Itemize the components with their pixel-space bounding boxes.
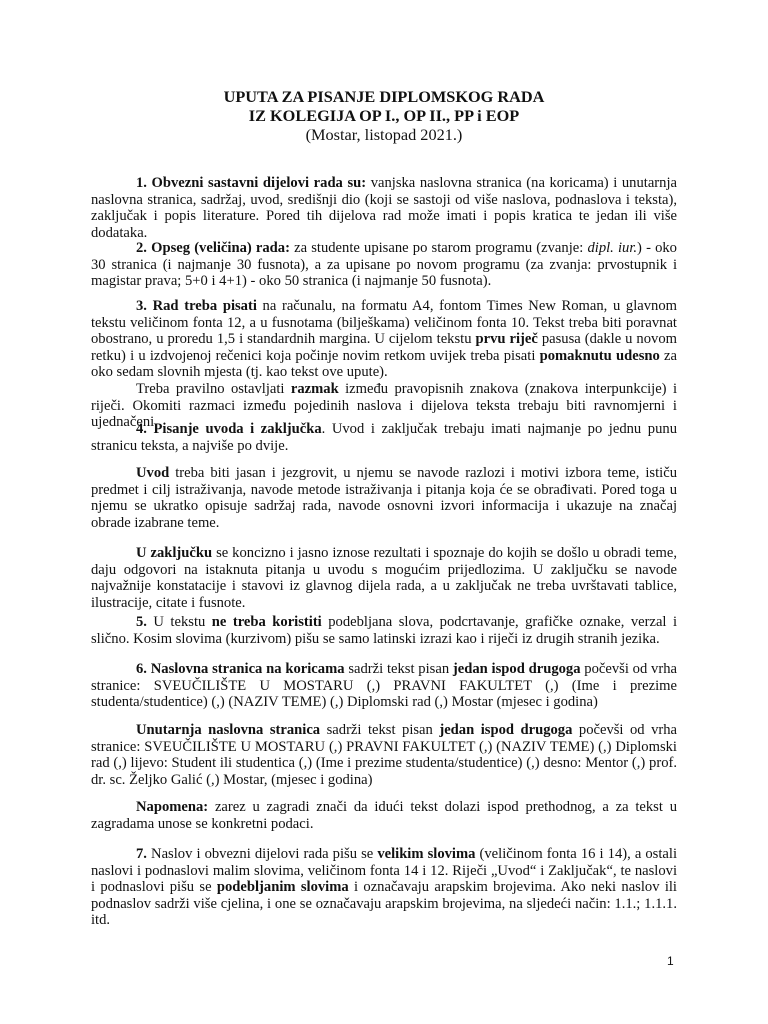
- paragraph: Unutarnja naslovna stranica sadrži tekst pisan jedan ispod drugoga počevši od vrha stranice: SVEUČILIŠTE U MOSTARU (,) PRAVNI FAKULTET (,) (NAZIV TEME) (,) Diplomski rad (,) lijevo: Student ili studentica (,) (Ime i prezime studenta/studentice) (,) desno: Mentor (,) prof. dr. sc. Željko Galić (,) Mostar, (mjesec i godina): [91, 722, 678, 788]
- title-line-1: UPUTA ZA PISANJE DIPLOMSKOG RADA: [223, 87, 545, 106]
- section-4: [91, 421, 677, 454]
- unutarnja-paragraph: [91, 722, 677, 788]
- napomena-paragraph: [91, 799, 677, 832]
- paragraph: 7. Naslov i obvezni dijelovi rada pišu se velikim slovima (veličinom fonta 16 i 14), a ostali naslovi i podnaslovi malim slovima, veličinom fonta 14 i 12. Riječi „Uvod“ i Zaključak“, te naslovi i podnaslovi pišu se podebljanim slovima i označavaju arapskim brojevima. Ako neki naslov ili podnaslov sadrži više cjelina, i one se označavaju arapskim brojevima, na sljedeći način: 1.1.; 1.1.1. itd.: [91, 846, 677, 929]
- document-title: [91, 87, 677, 144]
- section-heading: 2. Opseg (veličina) rada:: [136, 240, 290, 256]
- section-6: [91, 661, 677, 711]
- paragraph: Uvod treba biti jasan i jezgrovit, u njemu se navode razlozi i motivi izbora teme, ističu predmet i cilj istraživanja, navode metode istraživanja i pitanja koja će se obrađivati. Pored toga u njemu se ukratko opisuje sadržaj rada, navode osnovni izvori informacija i ukazuje na značaj obrade izabrane teme.: [91, 465, 677, 531]
- section-heading: 5.: [136, 614, 147, 630]
- paragraph: 4. Pisanje uvoda i zaključka. Uvod i zaključak trebaju imati najmanje po jednu punu stranicu teksta, a najviše po dvije.: [91, 421, 677, 454]
- section-heading: 3. Rad treba pisati: [136, 298, 257, 314]
- paragraph: Treba pravilno ostavljati razmak između pravopisnih znakova (znakova interpunkcije) i riječi. Okomiti razmaci između pojedinih naslova i dijelova teksta trebaju biti ravnomjerni i ujednačeni.: [91, 380, 678, 431]
- zakljucak-paragraph: [91, 545, 677, 611]
- uvod-paragraph: [91, 465, 677, 531]
- paragraph: 5. U tekstu ne treba koristiti podebljana slova, podcrtavanje, grafičke oznake, verzal i slično. Kosim slovima (kurzivom) pišu se samo latinski izrazi kao i riječi iz drugih stranih jezika.: [91, 614, 678, 647]
- section-heading: 7.: [136, 846, 147, 862]
- section-1: [91, 175, 677, 241]
- paragraph: 3. Rad treba pisati na računalu, na formatu A4, fontom Times New Roman, u glavnom tekstu veličinom fonta 12, a u fusnotama (bilješkama) veličinom fonta 10. Tekst treba biti poravnat obostrano, u proredu 1,5 i standardnih margina. U cijelom tekstu prvu riječ pasusa (dakle u novom retku) i u izdvojenoj rečenici koja počinje novim retkom uvijek treba pisati pomaknutu udesno za oko sedam slovnih mjesta (tj. kao tekst ove upute).: [91, 298, 677, 381]
- paragraph: U zaključku se koncizno i jasno iznose rezultati i spoznaje do kojih se došlo u obradi teme, daju odgovori na istaknuta pitanja u uvodu s mogućim prijedlozima. U zaključku se navode najvažnije konstatacije i stavovi iz glavnog dijela rada, a u zaključak ne treba uvrštavati tablice, ilustracije, citate i fusnote.: [91, 545, 677, 611]
- section-heading: 1. Obvezni sastavni dijelovi rada su:: [136, 175, 367, 191]
- paragraph: Napomena: zarez u zagradi znači da idući tekst dolazi ispod prethodnog, a za tekst u zagradama unose se konkretni podaci.: [91, 799, 677, 832]
- paragraph: 2. Opseg (veličina) rada: za studente upisane po starom programu (zvanje: dipl. iur.) - oko 30 stranica (i najmanje 30 fusnota), a za upisane po novom programu (za zvanja: prvostupnik i magistar prava; 5+0 i 4+1) - oko 50 stranica (i najmanje 50 fusnota).: [91, 240, 677, 290]
- title-line-2: IZ KOLEGIJA OP I., OP II., PP i EOP: [248, 106, 520, 125]
- section-heading: 4. Pisanje uvoda i zaključka: [136, 421, 322, 437]
- paragraph: 1. Obvezni sastavni dijelovi rada su: vanjska naslovna stranica (na koricama) i unutarnja naslovna stranica, sadržaj, uvod, središnji dio (koji se sastoji od više naslova, podnaslova i teksta), zaključak i popis literature. Pored tih dijelova rad može imati i popis kratica te jedan ili više dodataka.: [91, 175, 677, 241]
- section-5: [91, 614, 677, 647]
- title-date: (Mostar, listopad 2021.): [305, 125, 463, 144]
- section-7: [91, 846, 677, 929]
- paragraph: 6. Naslovna stranica na koricama sadrži tekst pisan jedan ispod drugoga počevši od vrha stranice: SVEUČILIŠTE U MOSTARU (,) PRAVNI FAKULTET (,) (Ime i prezime studenta/studentice) (,) (NAZIV TEME) (,) Diplomski rad (,) Mostar (mjesec i godina): [91, 661, 677, 711]
- section-3: [91, 298, 677, 431]
- page-number: 1: [667, 954, 674, 968]
- section-heading: 6. Naslovna stranica na koricama: [136, 661, 345, 677]
- section-2: [91, 240, 677, 290]
